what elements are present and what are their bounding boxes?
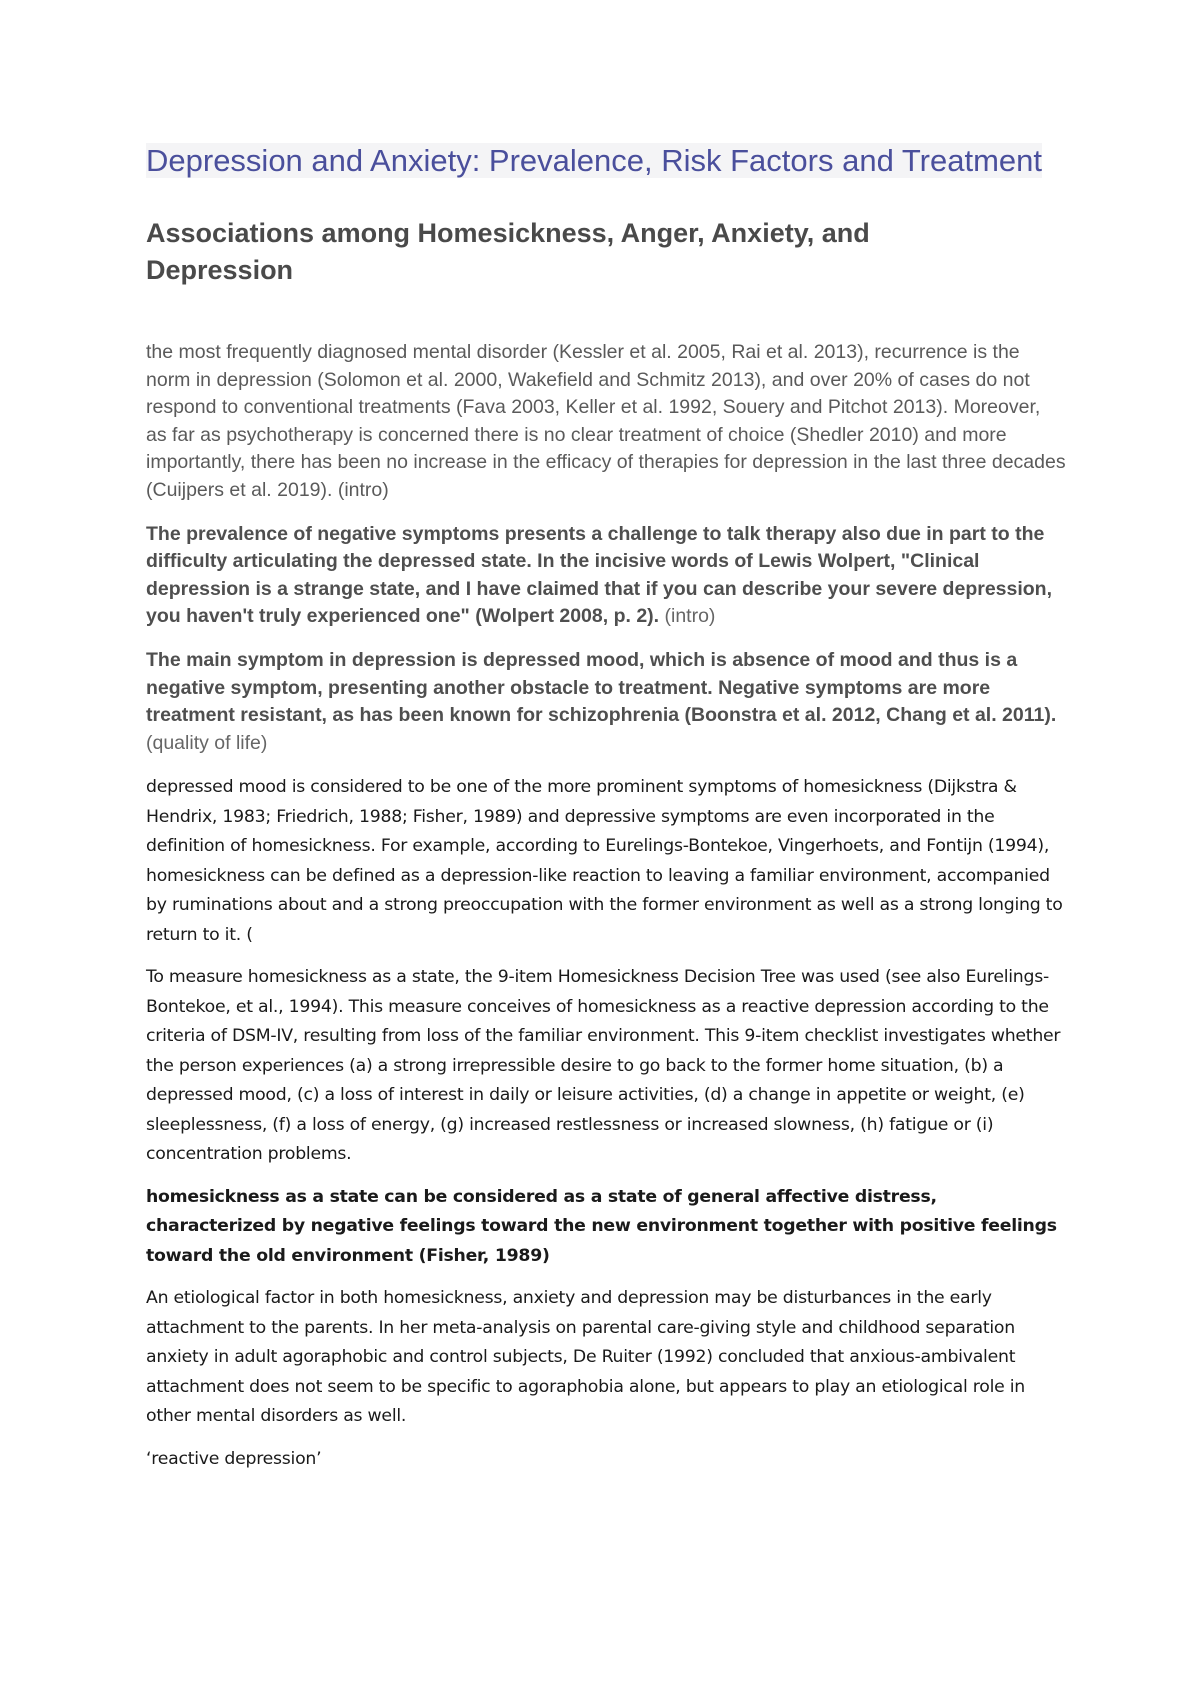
document-subtitle: Associations among Homesickness, Anger, Anxiety, and Depression bbox=[146, 218, 870, 285]
document-page bbox=[146, 140, 1066, 1487]
document-title: Depression and Anxiety: Prevalence, Risk Factors and Treatment bbox=[146, 143, 1042, 178]
paragraph-text: The main symptom in depression is depressed mood, which is absence of mood and thus is a negative symptom, presenting another obstacle to treatment. Negative symptoms are more treatment resistant, as has been known for schizophrenia (Boonstra et al. 2012, Chang et al. 2011). bbox=[146, 648, 1057, 727]
paragraph-measure-homesickness: To measure homesickness as a state, the 9-item Homesickness Decision Tree was used (see also Eurelings-Bontekoe, et al., 1994). This measure conceives of homesickness as a reactive depression according to the criteria of DSM-IV, resulting from loss of the familiar environment. This 9-item checklist investigates whether the person experiences (a) a strong irrepressible desire to go back to the former home situation, (b) a depressed mood, (c) a loss of interest in daily or leisure activities, (d) a change in appetite or weight, (e) sleeplessness, (f) a loss of energy, (g) increased restlessness or increased slowness, (h) fatigue or (i) concentration problems. bbox=[146, 967, 1061, 1165]
paragraph-depressed-mood: depressed mood is considered to be one of the more prominent symptoms of homesickness (Dijkstra & Hendrix, 1983; Friedrich, 1988; Fisher, 1989) and depressive symptoms are even incorporated in the definition of homesickness. For example, according to Eurelings-Bontekoe, Vingerhoets, and Fontijn (1994), homesickness can be defined as a depression-like reaction to leaving a familiar environment, accompanied by ruminations about and a strong preoccupation with the former environment as well as a strong longing to return to it. ( bbox=[146, 777, 1063, 945]
paragraph-text: The prevalence of negative symptoms presents a challenge to talk therapy also due in part to the difficulty articulating the depressed state. In the incisive words of Lewis Wolpert, "Clinical depression is a strange state, and I have claimed that if you can describe your severe depression, you haven't truly experienced one" (Wolpert 2008, p. 2). bbox=[146, 522, 1053, 628]
paragraph-reactive-depression: ‘reactive depression’ bbox=[146, 1448, 322, 1469]
paragraph-affective-distress: homesickness as a state can be considered as a state of general affective distress, characterized by negative feelings toward the new environment together with positive feelings toward the old environment (Fisher, 1989) bbox=[146, 1186, 1057, 1266]
section-tag: (quality of life) bbox=[146, 731, 268, 754]
paragraph-etiological-factor: An etiological factor in both homesickness, anxiety and depression may be disturbances in the early attachment to the parents. In her meta-analysis on parental care-giving style and childhood separation anxiety in adult agoraphobic and control subjects, De Ruiter (1992) concluded that anxious-ambivalent attachment does not seem to be specific to agoraphobia alone, but appears to play an etiological role in other mental disorders as well. bbox=[146, 1288, 1026, 1427]
paragraph-main-symptom bbox=[146, 647, 1066, 757]
paragraph-negative-symptoms bbox=[146, 521, 1066, 631]
paragraph-intro: the most frequently diagnosed mental disorder (Kessler et al. 2005, Rai et al. 2013), recurrence is the norm in depression (Solomon et al. 2000, Wakefield and Schmitz 2013), and over 20% of cases do not respond to conventional treatments (Fava 2003, Keller et al. 1992, Souery and Pitchot 2013). Moreover, as far as psychotherapy is concerned there is no clear treatment of choice (Shedler 2010) and more importantly, there has been no increase in the efficacy of therapies for depression in the last three decades (Cuijpers et al. 2019). (intro) bbox=[146, 341, 1066, 501]
section-tag: (intro) bbox=[664, 605, 716, 628]
